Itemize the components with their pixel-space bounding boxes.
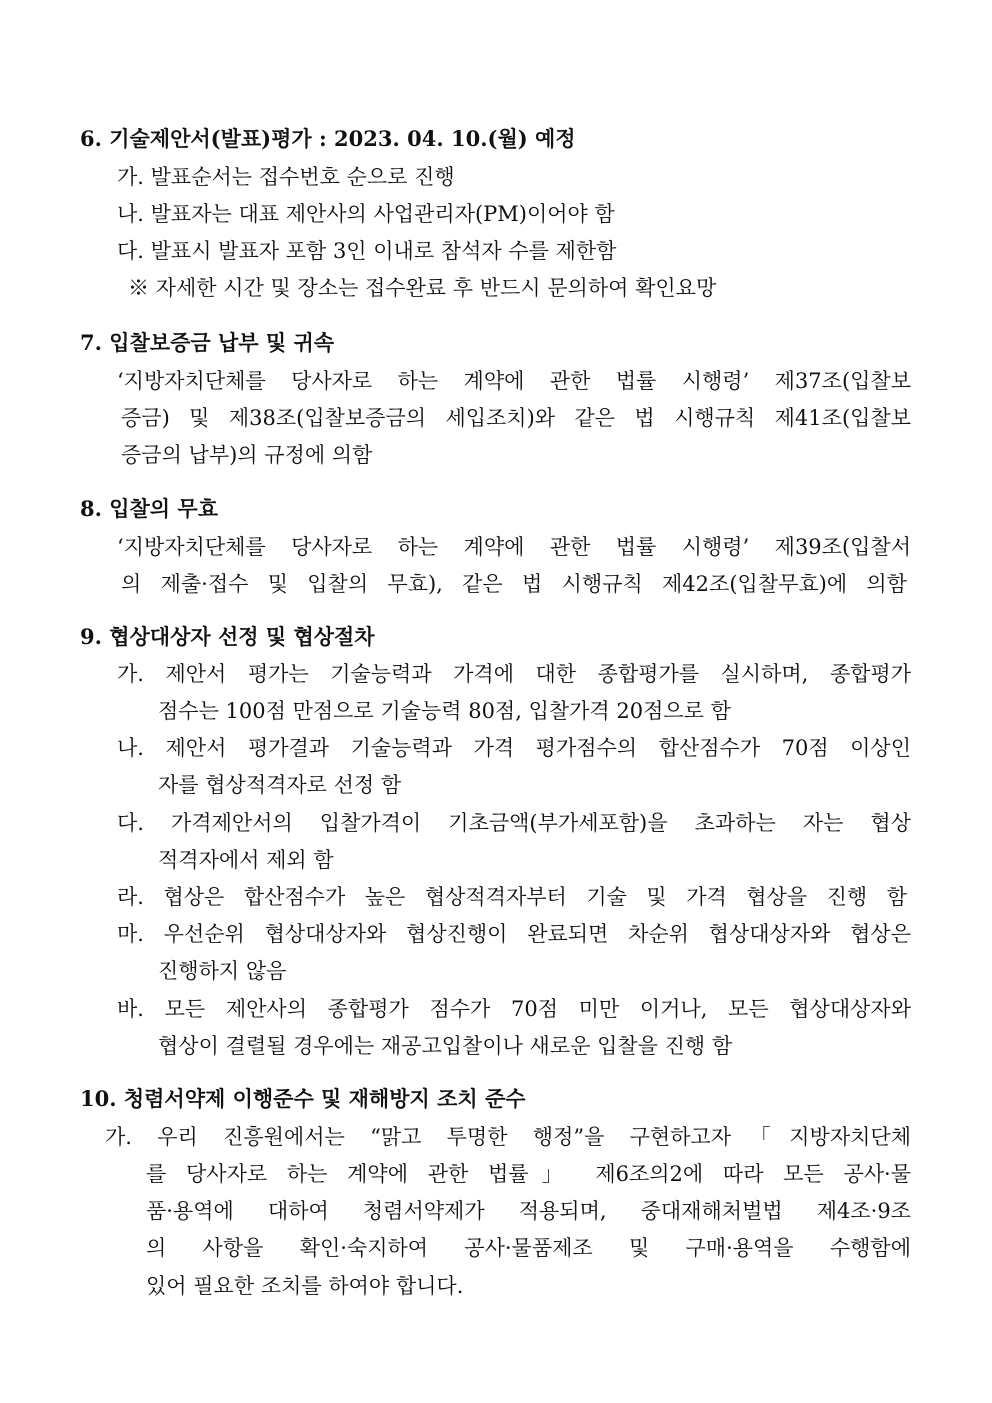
section-6-heading: 6. 기술제안서(발표)평가 : 2023. 04. 10.(월) 예정 [80,126,576,151]
section-9-heading: 9. 협상대상자 선정 및 협상절차 [80,624,375,649]
section-8-line-2: 의 제출·접수 및 입찰의 무효), 같은 법 시행규칙 제42조(입찰무효)에 의함 [121,572,907,596]
section-9-item-ga-line-1: 가. 제안서 평가는 기술능력과 가격에 대한 종합평가를 실시하며, 종합평가 [117,662,911,686]
section-9-item-ma-line-1: 마. 우선순위 협상대상자와 협상진행이 완료되면 차순위 협상대상자와 협상은 [117,922,911,946]
section-8-heading: 8. 입찰의 무효 [80,496,218,521]
section-6-item-na: 나. 발표자는 대표 제안사의 사업관리자(PM)이어야 함 [117,202,615,226]
section-7-heading: 7. 입찰보증금 납부 및 귀속 [80,330,335,355]
section-9-item-da-line-1: 다. 가격제안서의 입찰가격이 기초금액(부가세포함)을 초과하는 자는 협상 [117,811,911,835]
section-9-item-ra: 라. 협상은 합산점수가 높은 협상적격자부터 기술 및 가격 협상을 진행 함 [117,885,907,909]
section-6-note: ※ 자세한 시간 및 장소는 접수완료 후 반드시 문의하여 확인요망 [128,276,717,300]
section-10-item-ga-line-1: 가. 우리 진흥원에서는 “맑고 투명한 행정”을 구현하고자「지방자치단체 [105,1125,911,1149]
section-6-item-da: 다. 발표시 발표자 포함 3인 이내로 참석자 수를 제한함 [117,239,617,263]
section-10-heading: 10. 청렴서약제 이행준수 및 재해방지 조치 준수 [80,1086,526,1111]
section-7-line-3: 증금의 납부)의 규정에 의함 [121,443,373,467]
section-7-line-2: 증금) 및 제38조(입찰보증금의 세입조치)와 같은 법 시행규칙 제41조(입찰보 [121,406,911,430]
section-10-item-ga-line-5: 있어 필요한 조치를 하여야 합니다. [146,1274,464,1298]
section-10-item-ga-line-3: 품·용역에 대하여 청렴서약제가 적용되며, 중대재해처벌법 제4조·9조 [146,1199,911,1223]
section-9-item-da-line-2: 적격자에서 제외 함 [158,848,334,872]
section-10-item-ga-line-4: 의 사항을 확인·숙지하여 공사·물품제조 및 구매·용역을 수행함에 [146,1236,911,1260]
section-9-item-ba-line-2: 협상이 결렬될 경우에는 재공고입찰이나 새로운 입찰을 진행 함 [158,1034,733,1058]
section-6-item-ga: 가. 발표순서는 접수번호 순으로 진행 [117,165,455,189]
section-7-line-1: ‘지방자치단체를 당사자로 하는 계약에 관한 법률 시행령’ 제37조(입찰보 [117,369,911,393]
section-10-item-ga-line-2: 를 당사자로 하는 계약에 관한 법률」 제6조의2에 따라 모든 공사·물 [146,1162,911,1186]
section-9-item-ma-line-2: 진행하지 않음 [158,959,287,983]
section-9-item-na-line-1: 나. 제안서 평가결과 기술능력과 가격 평가점수의 합산점수가 70점 이상인 [117,736,911,760]
section-9-item-ga-line-2: 점수는 100점 만점으로 기술능력 80점, 입찰가격 20점으로 함 [158,699,731,723]
section-8-line-1: ‘지방자치단체를 당사자로 하는 계약에 관한 법률 시행령’ 제39조(입찰서 [117,535,911,559]
section-9-item-ba-line-1: 바. 모든 제안사의 종합평가 점수가 70점 미만 이거나, 모든 협상대상자와 [117,997,911,1021]
section-9-item-na-line-2: 자를 협상적격자로 선정 함 [158,773,402,797]
